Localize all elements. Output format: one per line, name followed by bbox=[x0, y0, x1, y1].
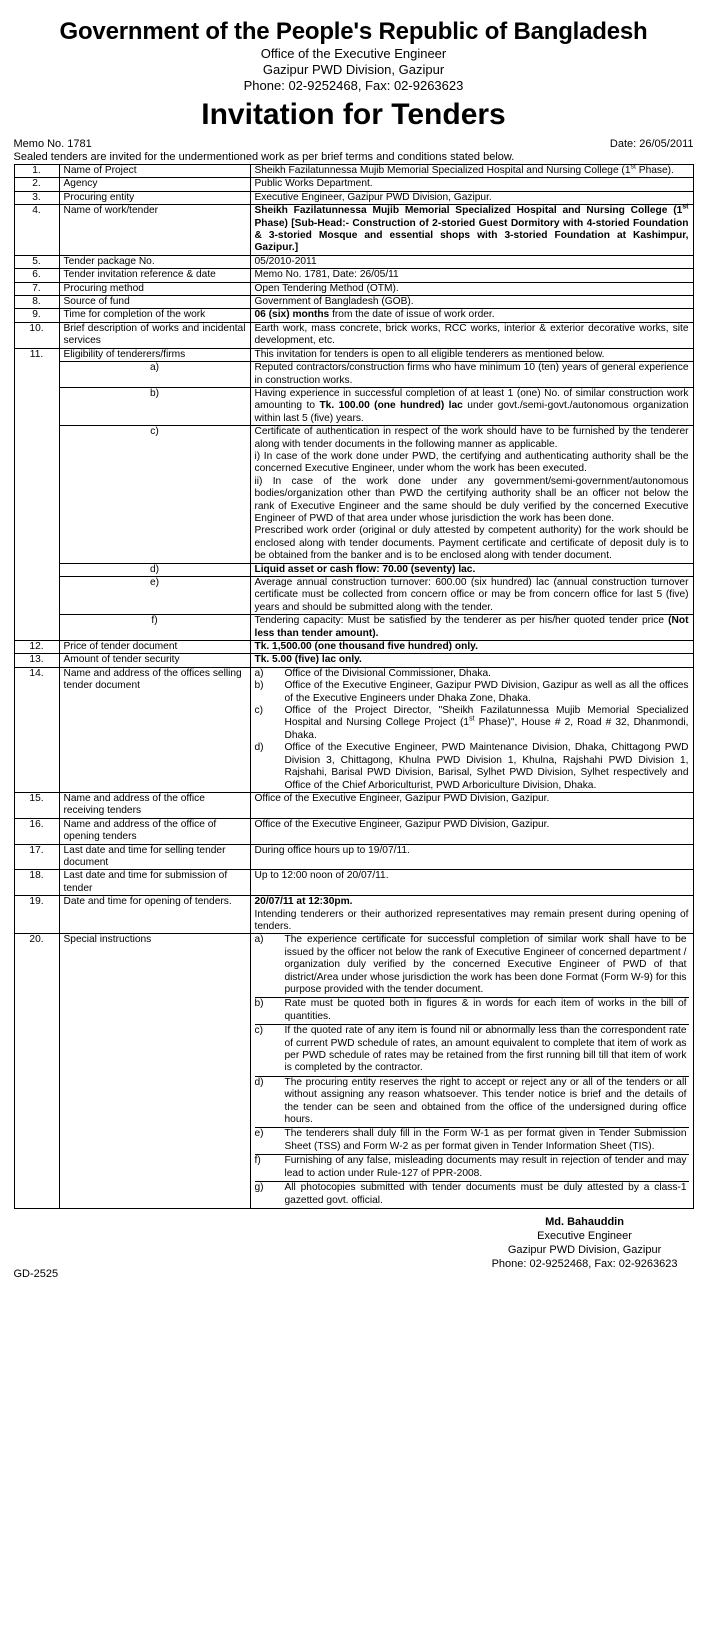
table-row bbox=[14, 348, 693, 361]
row-value: Average annual construction turnover: 600.00 (six hundred) lac (annual construction turnover certificate must be collected from concern office or may be from concern office for last 5 (five) years and should be submitted along with the tender. bbox=[250, 577, 693, 615]
notice-code: GD-2525 bbox=[13, 1267, 59, 1280]
memo-date: Date: 26/05/2011 bbox=[609, 138, 694, 150]
division-name: Gazipur PWD Division, Gazipur bbox=[262, 62, 445, 77]
row-label: Amount of tender security bbox=[59, 654, 250, 667]
row-label: Source of fund bbox=[59, 296, 250, 309]
memo-line bbox=[14, 137, 694, 151]
row-value: Government of Bangladesh (GOB). bbox=[250, 296, 693, 309]
table-row bbox=[14, 165, 693, 178]
list-item: c) Office of the Project Director, "Sheikh Fazilatunnessa Mujib Memorial Specialized Hospital and Nursing College Project (1st Phase)", House # 2, Road # 32, Dhanmondi, Dhaka. bbox=[254, 705, 689, 741]
special-instructions bbox=[255, 934, 689, 1208]
row-value: 06 (six) months from the date of issue of work order. bbox=[250, 309, 693, 322]
table-row bbox=[14, 426, 693, 563]
table-row bbox=[14, 282, 693, 295]
office-name: Office of the Executive Engineer bbox=[260, 46, 447, 61]
signatory-division: Gazipur PWD Division, Gazipur bbox=[507, 1243, 662, 1256]
row-value bbox=[250, 934, 693, 1209]
row-value: Tk. 5.00 (five) lac only. bbox=[250, 654, 693, 667]
row-value: Public Works Department. bbox=[250, 178, 693, 191]
list-item: g) All photocopies submitted with tender documents must be duly attested by a class-1 gazetted govt. official. bbox=[254, 1182, 687, 1206]
row-number: 18. bbox=[14, 870, 59, 896]
row-label: Tender invitation reference & date bbox=[59, 269, 250, 282]
list-item: c) If the quoted rate of any item is found nil or abnormally less than the correspondent rate of current PWD schedule of rates, an amount equivalent to complete that item of work as per PWD schedule of rates may be retained from the first running bill till that item of work is completed by the contractor. bbox=[255, 1025, 689, 1077]
row-number: 14. bbox=[14, 667, 59, 792]
list-item: a) The experience certificate for successful completion of similar work shall have to be issued by the officer not below the rank of Executive Engineer of concerned department / organization duly verified by the concerned Executive Engineer of PWD of that district/Area under whose jurisdiction the work has been done Format (Form W-9) for this purpose provided with the tender document. bbox=[255, 934, 689, 998]
row-number: 2. bbox=[14, 178, 59, 191]
row-label: Brief description of works and incidental services bbox=[59, 322, 250, 348]
sub-item-key: a) bbox=[59, 362, 250, 388]
sub-item-key: d) bbox=[59, 563, 250, 576]
row-number: 7. bbox=[14, 282, 59, 295]
row-label: Last date and time for selling tender document bbox=[59, 844, 250, 870]
row-label: Name and address of the office receiving tenders bbox=[59, 792, 250, 818]
row-label: Name of Project bbox=[59, 165, 250, 178]
notice-heading: Invitation for Tenders bbox=[201, 98, 506, 131]
table-row bbox=[14, 896, 693, 934]
signatory bbox=[492, 1215, 678, 1271]
table-row bbox=[14, 269, 693, 282]
row-number: 8. bbox=[14, 296, 59, 309]
row-value: During office hours up to 19/07/11. bbox=[250, 844, 693, 870]
table-row bbox=[14, 322, 693, 348]
row-number: 9. bbox=[14, 309, 59, 322]
table-row bbox=[14, 255, 693, 268]
signatory-title: Executive Engineer bbox=[537, 1229, 632, 1242]
row-value: Liquid asset or cash flow: 70.00 (seventy) lac. bbox=[250, 563, 693, 576]
row-label: Agency bbox=[59, 178, 250, 191]
row-number: 1. bbox=[14, 165, 59, 178]
row-label: Eligibility of tenderers/firms bbox=[59, 348, 250, 361]
signature-block bbox=[14, 1209, 694, 1289]
sub-item-key: e) bbox=[59, 577, 250, 615]
row-value: Earth work, mass concrete, brick works, RCC works, interior & exterior decorative works, site development, etc. bbox=[250, 322, 693, 348]
tender-notice bbox=[14, 0, 694, 1635]
list-item: d) The procuring entity reserves the right to accept or reject any or all of the tenders or all without assigning any reason whatsoever. This tender notice is brief and the details of the tender can be seen and obtained from the office of the undersigned during office hours. bbox=[255, 1076, 689, 1128]
list-item: b) Rate must be quoted both in figures & in words for each item of works in the bill of quantities. bbox=[255, 998, 689, 1025]
row-value: 20/07/11 at 12:30pm. Intending tenderers or their authorized representatives may remain present during opening of tenders. bbox=[250, 896, 693, 934]
table-row bbox=[14, 844, 693, 870]
row-value: Office of the Executive Engineer, Gazipur PWD Division, Gazipur. bbox=[250, 792, 693, 818]
row-label: Procuring method bbox=[59, 282, 250, 295]
row-value: Sheikh Fazilatunnessa Mujib Memorial Specialized Hospital and Nursing College (1st Phase) [Sub-Head:- Construction of 2-storied Guest Dormitory with 4-storied Foundation & 3-storied Mosque and essential shops with 3-storied Foundation at Kashimpur, Gazipur.] bbox=[250, 205, 693, 256]
row-number: 20. bbox=[14, 934, 59, 1209]
row-number: 17. bbox=[14, 844, 59, 870]
government-title: Government of the People's Republic of Bangladesh bbox=[59, 18, 648, 45]
row-label: Date and time for opening of tenders. bbox=[59, 896, 250, 934]
table-row bbox=[14, 641, 693, 654]
row-value: Tendering capacity: Must be satisfied by the tenderer as per his/her quoted tender price (Not less than tender amount). bbox=[250, 615, 693, 641]
list-item: a) Office of the Divisional Commissioner, Dhaka. bbox=[254, 667, 491, 679]
list-item: b) Office of the Executive Engineer, Gazipur PWD Division, Gazipur as well as all the offices of the Executive Engineers under Dhaka Zone, Dhaka. bbox=[254, 680, 689, 704]
row-number: 15. bbox=[14, 792, 59, 818]
row-number: 3. bbox=[14, 191, 59, 204]
table-row bbox=[14, 178, 693, 191]
row-value bbox=[250, 667, 693, 792]
row-label: Name and address of the offices selling tender document bbox=[59, 667, 250, 792]
table-row bbox=[14, 654, 693, 667]
row-value: Open Tendering Method (OTM). bbox=[250, 282, 693, 295]
list-item: e) The tenderers shall duly fill in the Form W-1 as per format given in Tender Submission Sheet (TSS) and Form W-2 as per format given in Tender Information Sheet (TIS). bbox=[255, 1128, 689, 1155]
table-row bbox=[14, 667, 693, 792]
sub-item-key: f) bbox=[59, 615, 250, 641]
row-value: Office of the Executive Engineer, Gazipur PWD Division, Gazipur. bbox=[250, 818, 693, 844]
row-label: Price of tender document bbox=[59, 641, 250, 654]
signatory-name: Md. Bahauddin bbox=[545, 1215, 624, 1228]
row-value: Reputed contractors/construction firms who have minimum 10 (ten) years of general experience in construction works. bbox=[250, 362, 693, 388]
row-label: Name and address of the office of opening tenders bbox=[59, 818, 250, 844]
table-row bbox=[14, 818, 693, 844]
table-row bbox=[14, 296, 693, 309]
sub-item-key: b) bbox=[59, 387, 250, 425]
intro-text: Sealed tenders are invited for the undermentioned work as per brief terms and conditions stated below. bbox=[13, 151, 515, 163]
table-row bbox=[14, 615, 693, 641]
row-number: 6. bbox=[14, 269, 59, 282]
table-row bbox=[14, 577, 693, 615]
table-row bbox=[14, 563, 693, 576]
row-number: 12. bbox=[14, 641, 59, 654]
row-number: 16. bbox=[14, 818, 59, 844]
row-number: 19. bbox=[14, 896, 59, 934]
memo-number: Memo No. 1781 bbox=[13, 138, 92, 150]
row-number: 11. bbox=[14, 348, 59, 640]
list-item: f) Furnishing of any false, misleading documents may result in rejection of tender and may lead to action under Rule-127 of PPR-2008. bbox=[255, 1155, 689, 1182]
row-number: 13. bbox=[14, 654, 59, 667]
tender-table bbox=[14, 164, 694, 1209]
list-item: d) Office of the Executive Engineer, PWD Maintenance Division, Dhaka, Chittagong PWD Division 3, Chittagong, Khulna PWD Division 1, Khulna, Rajshahi PWD Division 1, Rajshahi, Barisal PWD Division, Barisal, Sylhet PWD Division, Sylhet respectively and Office of the Chief Arboriculturist, PWD Arboriculture Division, Dhaka. bbox=[254, 742, 689, 791]
row-value: This invitation for tenders is open to all eligible tenderers as mentioned below. bbox=[250, 348, 693, 361]
row-value: Memo No. 1781, Date: 26/05/11 bbox=[250, 269, 693, 282]
table-row bbox=[14, 191, 693, 204]
row-label: Last date and time for submission of tender bbox=[59, 870, 250, 896]
row-value: Having experience in successful completion of at least 1 (one) No. of similar construction work amounting to Tk. 100.00 (one hundred) lac under govt./semi-govt./autonomous organization within last 5 (five) years. bbox=[250, 387, 693, 425]
table-row bbox=[14, 362, 693, 388]
row-label: Special instructions bbox=[59, 934, 250, 1209]
row-value: Certificate of authentication in respect of the work should have to be furnished by the tenderer along with tender documents in the following manner as applicable. i) In case of the work done under PWD, the certifying and authenticating authority shall be the concerned Executive Engineer, under whom the work has been executed. ii) In case of the work done under any government/semi-government/autonomous bodies/organization other than PWD the certifying authority shall be an officer not below the rank of Executive Engineer and the same should be duly verified by the concerned Executive Engineer of PWD of that area under whose jurisdiction the work has been done. Prescribed work order (original or duly attested by competent authority) for the work should be enclosed along with tender documents. Payment certificate and certificate of deposit duly is to be obtained from the banker and is to be enclosed along with tender document. bbox=[250, 426, 693, 563]
row-label: Time for completion of the work bbox=[59, 309, 250, 322]
contact-phone: Phone: 02-9252468, Fax: 02-9263623 bbox=[243, 78, 464, 93]
row-value: Tk. 1,500.00 (one thousand five hundred) only. bbox=[250, 641, 693, 654]
row-number: 4. bbox=[14, 205, 59, 256]
signatory-phone: Phone: 02-9252468, Fax: 02-9263623 bbox=[491, 1257, 678, 1270]
table-row bbox=[14, 870, 693, 896]
row-value: Sheikh Fazilatunnessa Mujib Memorial Specialized Hospital and Nursing College (1st Phase). bbox=[250, 165, 693, 178]
table-row bbox=[14, 387, 693, 425]
row-number: 5. bbox=[14, 255, 59, 268]
sub-item-key: c) bbox=[59, 426, 250, 563]
row-value: Executive Engineer, Gazipur PWD Division, Gazipur. bbox=[250, 191, 693, 204]
table-row bbox=[14, 792, 693, 818]
table-row bbox=[14, 309, 693, 322]
table-row bbox=[14, 934, 693, 1209]
row-label: Procuring entity bbox=[59, 191, 250, 204]
table-row bbox=[14, 205, 693, 256]
row-label: Name of work/tender bbox=[59, 205, 250, 256]
row-number: 10. bbox=[14, 322, 59, 348]
row-value: Up to 12:00 noon of 20/07/11. bbox=[250, 870, 693, 896]
row-label: Tender package No. bbox=[59, 255, 250, 268]
row-value: 05/2010-2011 bbox=[250, 255, 693, 268]
